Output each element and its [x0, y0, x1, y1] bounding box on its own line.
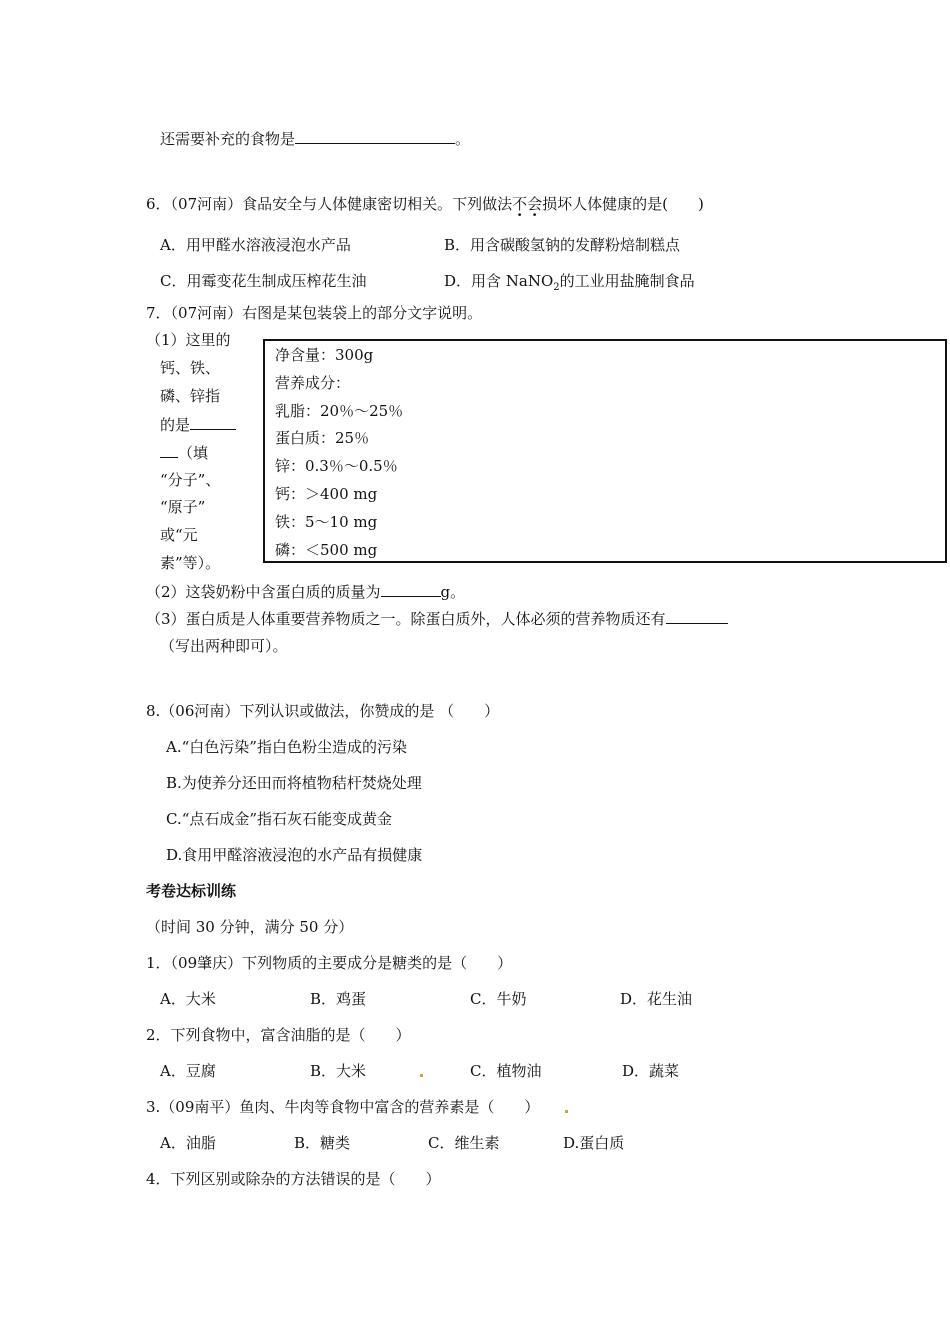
t2-option-c: C．植物油 — [470, 1062, 542, 1080]
t3-stem: 3.（09南平）鱼肉、牛肉等食物中富含的营养素是（ ） — [146, 1098, 540, 1116]
q6-stem — [146, 194, 704, 214]
q8-stem: 8.（06河南）下列认识或做法，你赞成的是 （ ） — [146, 702, 500, 720]
q6-option-b: B．用含碳酸氢钠的发酵粉焙制糕点 — [444, 236, 681, 254]
q7-p1-text: 的是 — [160, 416, 191, 434]
answer-blank[interactable] — [666, 608, 728, 624]
q7-p1-text: （填 — [178, 444, 209, 462]
answer-blank[interactable] — [190, 414, 236, 430]
q7-p1-line: （1）这里的 — [146, 331, 231, 349]
label-line: 锌：0.3％～0.5％ — [275, 457, 398, 475]
t1-option-d: D．花生油 — [620, 990, 693, 1008]
q8-option-a: A.“白色污染”指白色粉尘造成的污染 — [166, 738, 407, 756]
q6-emphasis-char: 不 — [512, 195, 528, 213]
stray-mark — [420, 1074, 423, 1077]
q7-p1-line: 钙、铁、 — [160, 359, 221, 377]
t2-option-b: B．大米 — [310, 1062, 367, 1080]
q6-emphasis-char: 会 — [527, 195, 543, 213]
q7-stem: 7．（07河南）右图是某包装袋上的部分文字说明。 — [146, 304, 483, 322]
t1-stem: 1．（09肇庆）下列物质的主要成分是糖类的是（ ） — [146, 954, 513, 972]
answer-blank[interactable] — [295, 128, 455, 144]
q5-text: 还需要补充的食物是 — [160, 130, 296, 148]
label-line: 铁：5～10 mg — [275, 513, 378, 531]
q7-p1-line: 或“元 — [160, 526, 198, 544]
q7-p1-line: 磷、锌指 — [160, 387, 221, 405]
t1-option-b: B．鸡蛋 — [310, 990, 367, 1008]
q6-option-d-b: 的工业用盐腌制食品 — [559, 272, 695, 290]
q7-p2-text: （2）这袋奶粉中含蛋白质的质量为 — [146, 583, 381, 601]
t3-option-c: C．维生素 — [428, 1134, 500, 1152]
t2-option-d: D．蔬菜 — [622, 1062, 680, 1080]
q8-option-c: C.“点石成金”指石灰石能变成黄金 — [166, 810, 393, 828]
q6-option-c: C．用霉变花生制成压榨花生油 — [160, 272, 367, 290]
q6-option-d-sub: 2 — [553, 282, 560, 293]
q7-p3-text: （3）蛋白质是人体重要营养物质之一。除蛋白质外，人体必须的营养物质还有 — [146, 610, 666, 628]
answer-blank[interactable] — [381, 581, 441, 597]
q7-p1-line: 素”等）。 — [160, 554, 221, 572]
label-line: 钙：＞400 mg — [275, 485, 378, 503]
q7-p2-unit: g — [440, 583, 451, 601]
t2-option-a: A．豆腐 — [160, 1062, 216, 1080]
q7-p2 — [146, 581, 465, 602]
label-line: 营养成分： — [275, 374, 351, 392]
q5-line — [160, 128, 470, 149]
q7-p3-cont: （写出两种即可）。 — [160, 637, 288, 655]
label-line: 蛋白质：25％ — [275, 429, 370, 447]
q6-option-a: A．用甲醛水溶液浸泡水产品 — [160, 236, 351, 254]
t4-stem: 4．下列区别或除杂的方法错误的是（ ） — [146, 1170, 441, 1188]
t1-option-c: C．牛奶 — [470, 990, 527, 1008]
label-line: 净含量：300g — [275, 346, 374, 364]
q7-p1-line — [160, 414, 236, 435]
section-title: 考卷达标训练 — [146, 882, 237, 900]
q8-option-b: B.为使养分还田而将植物秸杆焚烧处理 — [166, 774, 422, 792]
q7-p3 — [146, 608, 728, 629]
t3-option-a: A．油脂 — [160, 1134, 216, 1152]
q6-stem-b: 损坏人体健康的是( ) — [542, 195, 704, 213]
q8-option-d: D.食用甲醛溶液浸泡的水产品有损健康 — [166, 846, 423, 864]
q6-stem-a: 6．（07河南）食品安全与人体健康密切相关。下列做法 — [146, 195, 513, 213]
q6-option-d-a: D．用含 NaNO — [444, 272, 554, 290]
label-line: 磷：＜500 mg — [275, 541, 378, 559]
label-line: 乳脂：20％～25％ — [275, 402, 404, 420]
q7-p1-line: “原子” — [160, 498, 206, 516]
q7-p2-end: 。 — [450, 583, 466, 601]
q6-option-d — [444, 271, 695, 298]
stray-mark — [565, 1110, 568, 1113]
t3-option-d: D.蛋白质 — [563, 1134, 625, 1152]
q5-end: 。 — [455, 130, 471, 148]
section-time: （时间 30 分钟，满分 50 分） — [146, 918, 354, 936]
t1-option-a: A．大米 — [160, 990, 216, 1008]
t2-stem: 2．下列食物中，富含油脂的是（ ） — [146, 1026, 411, 1044]
q7-p1-line: “分子”、 — [160, 471, 221, 489]
t3-option-b: B．糖类 — [294, 1134, 351, 1152]
answer-blank[interactable] — [160, 442, 178, 458]
q7-p1-line — [160, 442, 208, 463]
